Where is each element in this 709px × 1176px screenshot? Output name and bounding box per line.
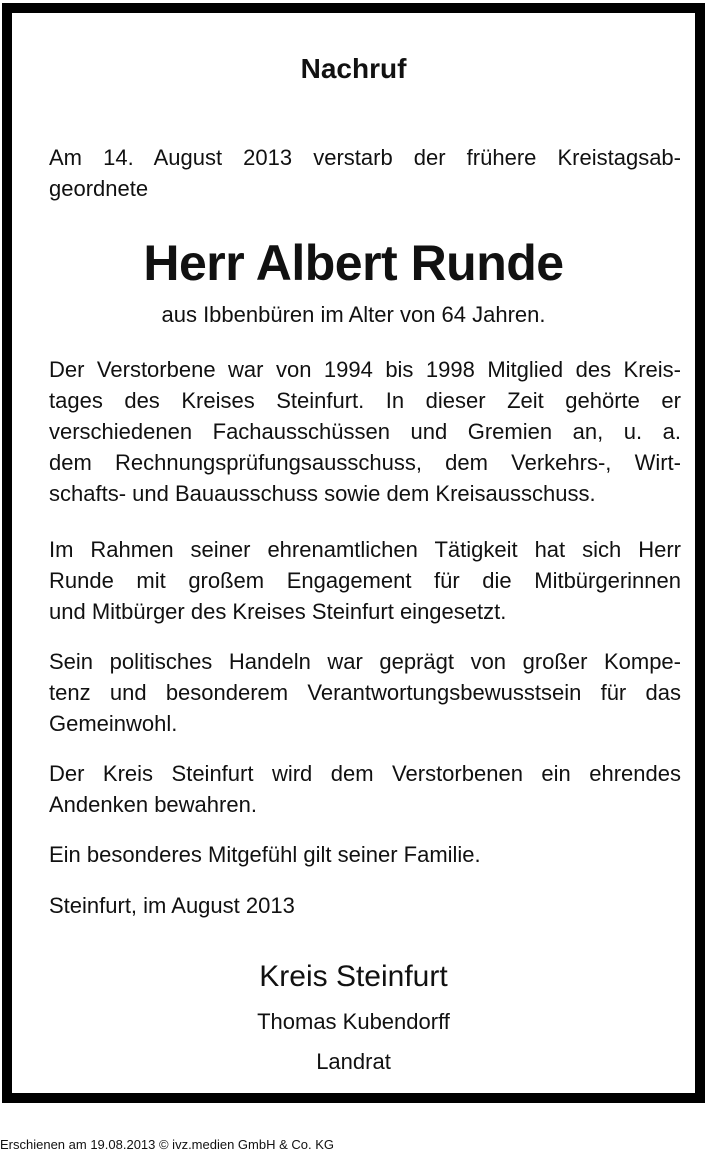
paragraph-line: Sein politisches Handeln war geprägt von großer Kompe- [49,649,681,674]
deceased-origin: aus Ibbenbüren im Alter von 64 Jahren. [161,302,546,327]
paragraph-line: Gemeinwohl. [49,711,178,736]
paragraph-line: Andenken bewahren. [49,792,257,817]
intro-paragraph [49,142,681,204]
paragraph-line: dem Rechnungsprüfungsausschuss, dem Verkehrs-, Wirt- [49,450,681,475]
paragraph-line: Der Verstorbene war von 1994 bis 1998 Mitglied des Kreis- [49,357,681,382]
paragraph-career [49,354,681,509]
paragraph-line: verschiedenen Fachausschüssen und Gremien an, u. a. [49,419,681,444]
paragraph-line: tenz und besonderem Verantwortungsbewusstsein für das [49,680,681,705]
paragraph-line: Der Kreis Steinfurt wird dem Verstorbenen ein ehrendes [49,761,681,786]
paragraph-politics [49,646,681,739]
deceased-name: Herr Albert Runde [143,235,564,291]
paragraph-line: und Mitbürger des Kreises Steinfurt eingesetzt. [49,599,507,624]
intro-line: Am 14. August 2013 verstarb der frühere Kreistagsab- [49,145,681,170]
paragraph-line: tages des Kreises Steinfurt. In dieser Zeit gehörte er [49,388,681,413]
organization-name: Kreis Steinfurt [259,960,448,993]
paragraph-line: Im Rahmen seiner ehrenamtlichen Tätigkeit hat sich Herr [49,537,681,562]
intro-line: geordnete [49,176,149,201]
place-date-text: Steinfurt, im August 2013 [49,893,295,918]
publication-note: Erschienen am 19.08.2013 © ivz.medien GmbH & Co. KG [0,1137,335,1152]
paragraph-remembrance [49,758,681,820]
paragraph-line: Ein besonderes Mitgefühl gilt seiner Familie. [49,842,481,867]
paragraph-sympathy [49,839,681,870]
place-date [49,890,681,921]
notice-title: Nachruf [300,53,407,84]
paragraph-line: Runde mit großem Engagement für die Mitbürgerinnen [49,568,681,593]
obituary-frame [2,3,705,1103]
paragraph-line: schafts- und Bauausschuss sowie dem Kreisausschuss. [49,481,596,506]
signatory-name: Thomas Kubendorff [257,1009,450,1034]
signatory-role: Landrat [316,1049,391,1074]
paragraph-engagement [49,534,681,627]
